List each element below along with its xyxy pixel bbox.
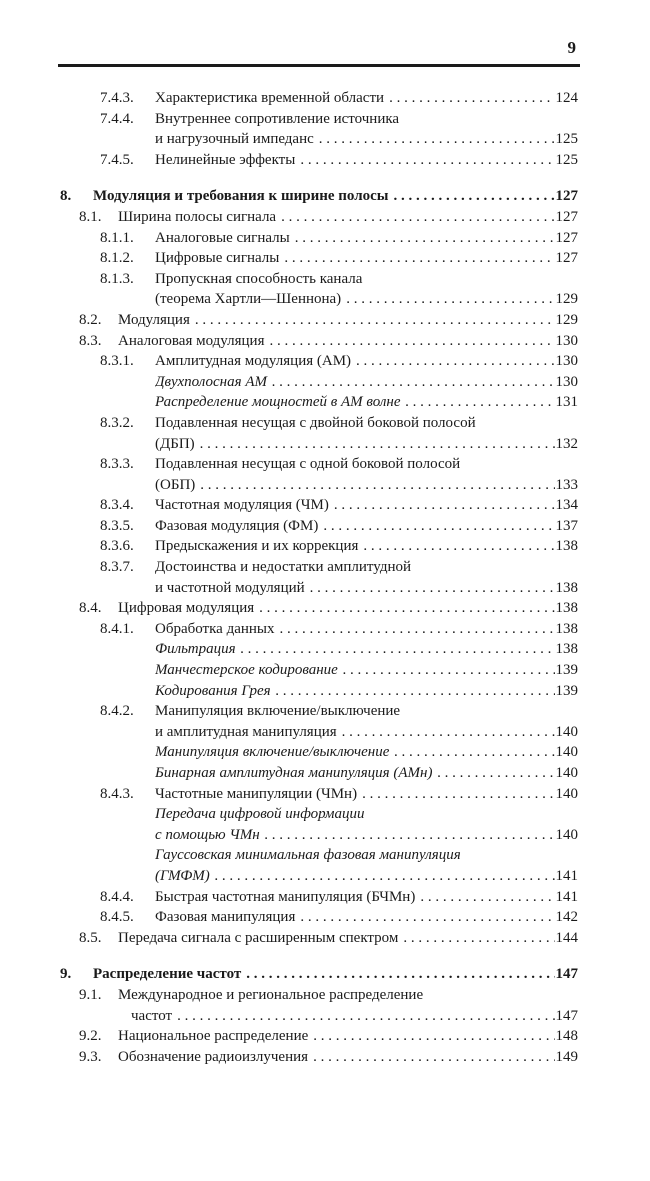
toc-entry-page: 125 bbox=[555, 131, 578, 148]
toc-entry-page: 127 bbox=[555, 188, 578, 205]
toc-leader-dots bbox=[323, 516, 554, 537]
toc-entry bbox=[0, 289, 650, 310]
toc-entry-page: 129 bbox=[555, 291, 578, 308]
toc-entry bbox=[0, 372, 650, 393]
toc-entry bbox=[0, 392, 650, 413]
toc-entry bbox=[0, 784, 650, 805]
toc-leader-dots bbox=[394, 742, 554, 763]
toc-entry bbox=[0, 619, 650, 640]
toc-entry-page: 149 bbox=[555, 1048, 578, 1065]
toc-leader-dots bbox=[265, 825, 555, 846]
toc-entry-page: 127 bbox=[555, 229, 578, 246]
toc-entry-page: 130 bbox=[555, 373, 578, 390]
toc-entry bbox=[0, 129, 650, 150]
toc-leader-dots bbox=[215, 866, 555, 887]
toc-leader-dots bbox=[269, 331, 554, 352]
toc-leader-dots bbox=[406, 392, 555, 413]
toc-entry-number: 8.1. bbox=[79, 208, 102, 225]
toc-entry-page: 140 bbox=[555, 826, 578, 843]
toc-entry-title: частот bbox=[131, 1007, 173, 1024]
toc-entry-title: Манипуляция включение/выключение bbox=[155, 703, 401, 720]
toc-entry-page: 130 bbox=[555, 353, 578, 370]
toc-leader-dots bbox=[241, 639, 555, 660]
toc-entry-title: Ширина полосы сигнала bbox=[118, 208, 277, 225]
toc-entry-title: Амплитудная модуляция (АМ) bbox=[155, 353, 352, 370]
toc-entry-page: 138 bbox=[555, 600, 578, 617]
toc-entry-number: 8.2. bbox=[79, 311, 102, 328]
toc-entry-page: 141 bbox=[555, 867, 578, 884]
toc-entry bbox=[0, 825, 650, 846]
toc-leader-dots bbox=[420, 887, 554, 908]
toc-entry-number: 7.4.3. bbox=[100, 90, 134, 106]
toc-entry-title: с помощью ЧМн bbox=[155, 826, 260, 843]
toc-entry-page: 131 bbox=[555, 394, 578, 411]
toc-entry-page: 133 bbox=[555, 476, 578, 493]
toc-entry-page: 140 bbox=[555, 785, 578, 802]
toc-entry-number: 9.1. bbox=[79, 986, 102, 1003]
toc-leader-dots bbox=[319, 129, 555, 150]
toc-entry-title: Национальное распределение bbox=[118, 1028, 309, 1045]
toc-entry-number: 8. bbox=[60, 188, 72, 205]
toc-entry bbox=[0, 1026, 650, 1047]
toc-entry-number: 8.4.3. bbox=[100, 785, 134, 802]
toc-entry-page: 138 bbox=[555, 579, 578, 596]
toc-entry-page: 138 bbox=[555, 641, 578, 658]
toc-entry-page: 140 bbox=[555, 765, 578, 781]
toc-entry-title: Цифровые сигналы bbox=[155, 250, 280, 267]
toc-leader-dots bbox=[363, 536, 554, 557]
toc-entry-number: 9.3. bbox=[79, 1048, 102, 1065]
toc-leader-dots bbox=[281, 207, 554, 228]
toc-leader-dots bbox=[356, 351, 554, 372]
toc-entry-page: 130 bbox=[555, 332, 578, 349]
toc-entry-page: 137 bbox=[555, 517, 578, 534]
toc-entry-title: Характеристика временной области bbox=[155, 90, 385, 106]
toc-entry bbox=[0, 578, 650, 599]
toc-entry-title: Модуляция bbox=[118, 311, 190, 328]
toc-leader-dots bbox=[276, 681, 555, 702]
toc-entry bbox=[0, 866, 650, 887]
toc-entry-title: Частотные манипуляции (ЧМн) bbox=[155, 785, 358, 802]
toc-entry-number: 8.3.1. bbox=[100, 353, 134, 370]
toc-entry-title: Обозначение радиоизлучения bbox=[118, 1048, 309, 1065]
toc-entry bbox=[0, 109, 650, 130]
toc-entry-title: Международное и региональное распределение bbox=[118, 986, 424, 1003]
toc-entry-number: 8.1.3. bbox=[100, 270, 134, 287]
toc-entry bbox=[0, 763, 650, 784]
toc-entry-number: 8.3.5. bbox=[100, 517, 134, 534]
toc-entry-title: Бинарная амплитудная манипуляция (АМн) bbox=[155, 765, 433, 781]
toc-entry-title: (теорема Хартли—Шеннона) bbox=[155, 291, 342, 308]
toc-entry bbox=[0, 660, 650, 681]
toc-entry bbox=[0, 845, 650, 866]
toc-entry-title: и амплитудная манипуляция bbox=[155, 723, 337, 740]
toc-entry-number: 8.3. bbox=[79, 332, 102, 349]
toc-entry bbox=[0, 413, 650, 434]
toc-entry-page: 132 bbox=[555, 435, 578, 452]
toc-entry-title: Фильтрация bbox=[155, 641, 236, 658]
toc-leader-dots bbox=[300, 907, 554, 928]
toc-entry-title: Манчестерское кодирование bbox=[155, 662, 338, 679]
toc-leader-dots bbox=[295, 228, 555, 249]
toc-entry-page: 140 bbox=[555, 744, 578, 761]
toc-entry-page: 141 bbox=[555, 888, 578, 905]
toc-leader-dots bbox=[334, 495, 555, 516]
toc-leader-dots bbox=[394, 186, 555, 207]
toc-entry-page: 138 bbox=[555, 620, 578, 637]
toc-entry-page: 139 bbox=[555, 682, 578, 699]
toc-leader-dots bbox=[272, 372, 554, 393]
section-gap bbox=[0, 948, 650, 964]
toc-entry bbox=[0, 150, 650, 171]
toc-entry-page: 144 bbox=[555, 929, 578, 946]
toc-leader-dots bbox=[389, 88, 554, 109]
toc-entry bbox=[0, 557, 650, 578]
toc-entry-page: 140 bbox=[555, 723, 578, 740]
toc-entry-title: и нагрузочный импеданс bbox=[155, 131, 314, 148]
toc-entry bbox=[0, 475, 650, 496]
toc-entry-number: 8.3.4. bbox=[100, 497, 134, 514]
toc-entry bbox=[0, 434, 650, 455]
toc-entry-title: (ОБП) bbox=[155, 476, 196, 493]
toc-entry-page: 129 bbox=[555, 311, 578, 328]
toc-entry-title: Обработка данных bbox=[155, 620, 275, 637]
toc-entry-title: Быстрая частотная манипуляция (БЧМн) bbox=[155, 888, 416, 905]
toc-entry bbox=[0, 907, 650, 928]
toc-entry-title: Внутреннее сопротивление источника bbox=[155, 110, 400, 127]
toc-entry-page: 139 bbox=[555, 662, 578, 679]
toc-entry-page: 142 bbox=[555, 909, 578, 926]
toc-entry-title: Пропускная способность канала bbox=[155, 270, 363, 287]
toc-entry bbox=[0, 681, 650, 702]
toc-entry-title: Кодирования Грея bbox=[155, 682, 271, 699]
toc-entry-page: 124 bbox=[555, 90, 578, 106]
toc-entry bbox=[0, 351, 650, 372]
toc-entry bbox=[0, 985, 650, 1006]
toc-entry-title: Передача цифровой информации bbox=[155, 806, 365, 823]
toc-entry bbox=[0, 598, 650, 619]
toc-leader-dots bbox=[300, 150, 554, 171]
toc-entry-title: Предыскажения и их коррекция bbox=[155, 538, 359, 555]
toc-entry-title: Фазовая модуляция (ФМ) bbox=[155, 517, 319, 534]
toc-entry-page: 147 bbox=[555, 1007, 578, 1024]
toc-entry bbox=[0, 454, 650, 475]
toc-entry-title: (ДБП) bbox=[155, 435, 195, 452]
toc-entry bbox=[0, 1006, 650, 1027]
toc-entry bbox=[0, 804, 650, 825]
toc-entry-title: Подавленная несущая с одной боковой полосой bbox=[155, 456, 461, 473]
toc-entry-title: Модуляция и требования к ширине полосы bbox=[93, 188, 389, 205]
toc-leader-dots bbox=[246, 964, 554, 985]
toc-entry-number: 8.4.2. bbox=[100, 703, 134, 720]
toc-entry-page: 125 bbox=[555, 151, 578, 168]
toc-entry-title: Распределение частот bbox=[93, 966, 242, 983]
section-gap bbox=[0, 170, 650, 186]
toc-entry-number: 9. bbox=[60, 966, 72, 983]
toc-leader-dots bbox=[200, 434, 555, 455]
toc-leader-dots bbox=[280, 619, 555, 640]
toc-entry bbox=[0, 207, 650, 228]
toc-entry-title: Подавленная несущая с двойной боковой полосой bbox=[155, 414, 476, 431]
toc-entry-number: 8.1.1. bbox=[100, 229, 134, 246]
toc-entry-title: Фазовая манипуляция bbox=[155, 909, 296, 926]
toc-entry bbox=[0, 1047, 650, 1068]
toc-entry-title: Частотная модуляция (ЧМ) bbox=[155, 497, 329, 514]
toc-leader-dots bbox=[284, 248, 554, 269]
toc-entry bbox=[0, 722, 650, 743]
toc-entry-title: и частотной модуляций bbox=[155, 579, 305, 596]
toc-entry bbox=[0, 742, 650, 763]
toc-entry bbox=[0, 701, 650, 722]
toc-entry-page: 148 bbox=[555, 1028, 578, 1045]
table-of-contents bbox=[0, 88, 650, 1067]
toc-entry-title: Цифровая модуляция bbox=[118, 600, 255, 617]
toc-entry-number: 8.3.7. bbox=[100, 559, 134, 576]
toc-entry-number: 8.4. bbox=[79, 600, 102, 617]
toc-entry-title: Распределение мощностей в АМ волне bbox=[155, 394, 401, 411]
toc-leader-dots bbox=[310, 578, 555, 599]
toc-entry bbox=[0, 88, 650, 109]
toc-leader-dots bbox=[346, 289, 554, 310]
toc-entry-title: Передача сигнала с расширенным спектром bbox=[118, 929, 399, 946]
toc-entry bbox=[0, 495, 650, 516]
toc-leader-dots bbox=[403, 928, 554, 949]
toc-entry bbox=[0, 269, 650, 290]
toc-entry bbox=[0, 331, 650, 352]
toc-entry bbox=[0, 310, 650, 331]
toc-entry bbox=[0, 964, 650, 985]
toc-entry-number: 8.5. bbox=[79, 929, 102, 946]
toc-entry-page: 134 bbox=[555, 497, 578, 514]
toc-entry-number: 8.3.2. bbox=[100, 414, 134, 431]
toc-entry-title: Двухполосная АМ bbox=[155, 373, 268, 390]
toc-entry bbox=[0, 639, 650, 660]
toc-leader-dots bbox=[342, 722, 555, 743]
toc-entry bbox=[0, 928, 650, 949]
toc-entry-number: 8.1.2. bbox=[100, 250, 134, 267]
toc-entry-number: 8.4.4. bbox=[100, 888, 134, 905]
toc-leader-dots bbox=[362, 784, 554, 805]
toc-entry bbox=[0, 536, 650, 557]
toc-entry-title: Манипуляция включение/выключение bbox=[155, 744, 390, 761]
toc-entry-number: 7.4.4. bbox=[100, 110, 134, 127]
toc-entry bbox=[0, 248, 650, 269]
toc-leader-dots bbox=[200, 475, 554, 496]
toc-entry bbox=[0, 228, 650, 249]
toc-entry-number: 8.3.3. bbox=[100, 456, 134, 473]
toc-entry-page: 138 bbox=[555, 538, 578, 555]
toc-entry-title: Гауссовская минимальная фазовая манипуляция bbox=[155, 847, 461, 864]
toc-entry-title: Аналоговая модуляция bbox=[118, 332, 265, 349]
toc-entry-title: (ГМФМ) bbox=[155, 867, 210, 884]
toc-entry bbox=[0, 516, 650, 537]
toc-entry-page: 127 bbox=[555, 250, 578, 267]
toc-entry-number: 8.3.6. bbox=[100, 538, 134, 555]
toc-entry-title: Аналоговые сигналы bbox=[155, 229, 290, 246]
toc-entry bbox=[0, 887, 650, 908]
page-number: 9 bbox=[567, 38, 576, 57]
toc-leader-dots bbox=[313, 1047, 554, 1068]
toc-leader-dots bbox=[195, 310, 555, 331]
toc-entry-number: 9.2. bbox=[79, 1028, 102, 1045]
toc-leader-dots bbox=[438, 763, 555, 784]
toc-leader-dots bbox=[313, 1026, 554, 1047]
toc-entry-title: Достоинства и недостатки амплитудной bbox=[155, 559, 412, 576]
toc-entry-number: 7.4.5. bbox=[100, 151, 134, 168]
toc-leader-dots bbox=[343, 660, 555, 681]
toc-entry-title: Нелинейные эффекты bbox=[155, 151, 296, 168]
toc-entry-number: 8.4.5. bbox=[100, 909, 134, 926]
toc-entry bbox=[0, 186, 650, 207]
header-rule bbox=[58, 64, 580, 67]
toc-leader-dots bbox=[259, 598, 554, 619]
toc-entry-page: 147 bbox=[555, 966, 578, 983]
toc-entry-page: 127 bbox=[555, 208, 578, 225]
toc-entry-number: 8.4.1. bbox=[100, 620, 134, 637]
toc-leader-dots bbox=[177, 1006, 554, 1027]
